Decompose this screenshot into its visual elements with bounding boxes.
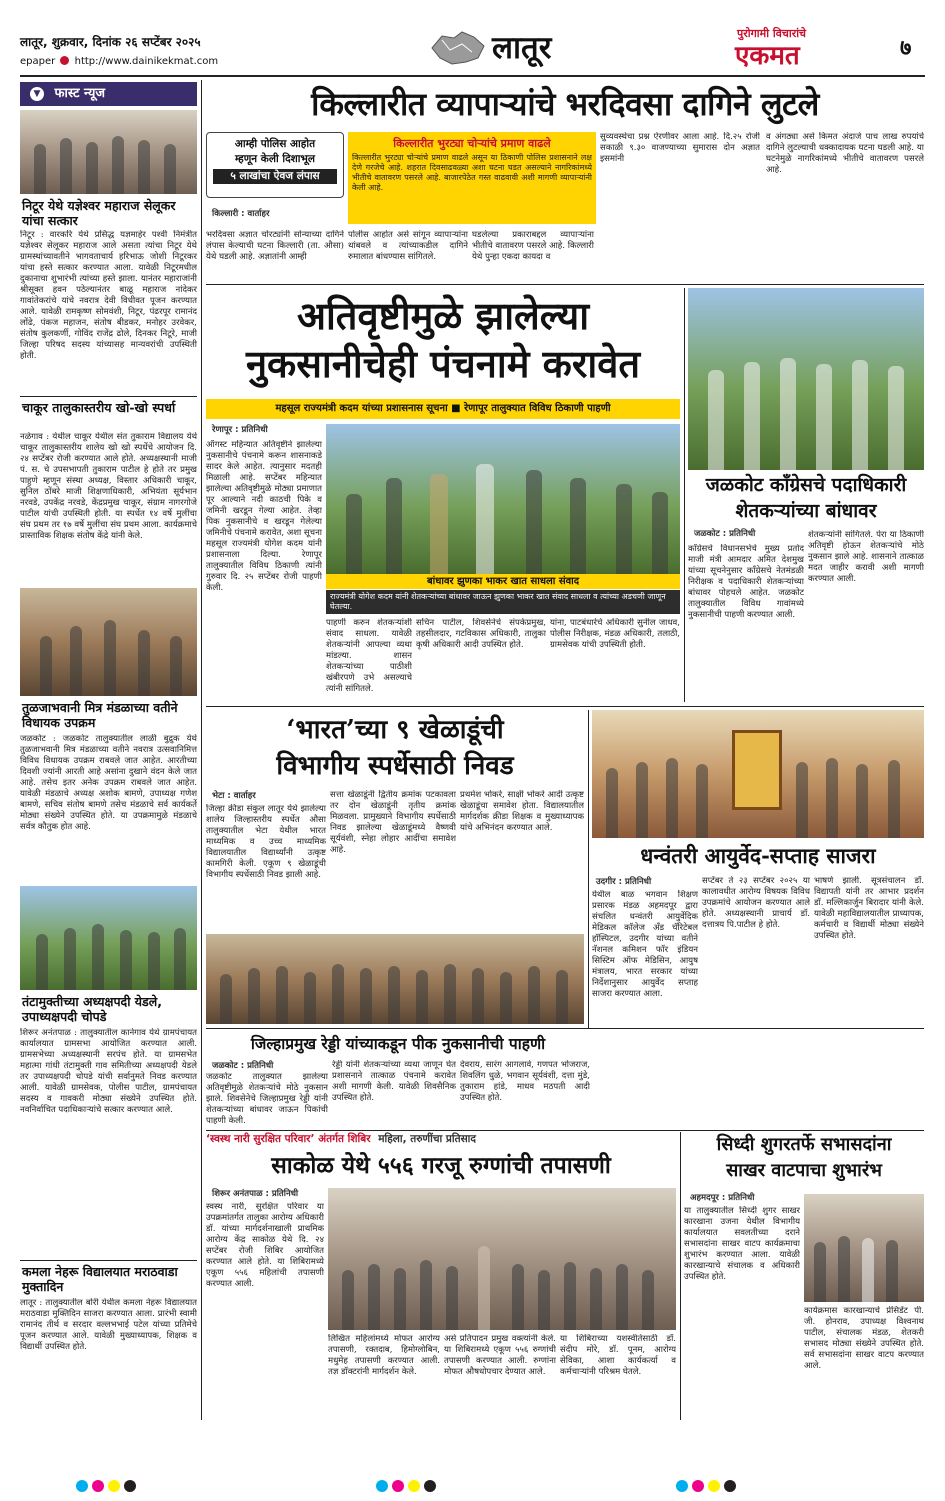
sidebar-photo-2: [20, 588, 197, 696]
a6-col3: देवराय, सारंग आगलावे, गणपत भोजराज, शिवलिंग धुळे, भगवान सूर्यवंशी, दत्ता मुंडे, तुकाराम हांडे, माधव मठपती आदी उपस्थित होते.: [460, 1060, 590, 1103]
a1-highlight-title: किल्लारीत भुरट्या चोऱ्यांचे प्रमाण वाढले: [393, 137, 551, 150]
a1-highlight-body: किल्लारीत भुरट्या चोऱ्यांचे प्रमाण वाढले असून या ठिकाणी पोलिस प्रशासनाने लक्ष देणे गरजेचे आहे. शहरात दिवसाढवळ्या अशा घटना घडत असल्याने नागरिकांमध्ये भीतीचे वातावरण पसरले आहे. बाजारपेठेत गस्त वाढवावी अशी मागणी व्यापाऱ्यांनी केली आहे.: [352, 153, 592, 192]
a8-photo: [804, 1194, 924, 1302]
page-city-title: लातूर: [492, 30, 552, 66]
a2-col2: पाहणी करुन शेतकऱ्यांशी संवाद साधला. यावेळी शेतकऱ्यांनी आपल्या व्यथा मांडल्या. शासन शेतकऱ्यांच्या पाठीशी खंबीरपणे उभे असल्याचे त्यांनी सांगितले.: [326, 618, 412, 694]
a7-photo: [328, 1188, 676, 1330]
a3-headline-line2: शेतकऱ्यांच्या बांधावर: [735, 500, 877, 522]
a4-photo: [206, 934, 584, 1024]
a7-strap: [206, 1132, 676, 1146]
a1-byline: किल्लारी : वार्ताहर: [212, 209, 270, 219]
a4-body: जिल्हा क्रीडा संकुल लातूर येथे झालेल्या शालेय जिल्हास्तरीय स्पर्धेत औसा तालुक्यातील भेटा येथील भारत माध्यमिक व उच्च माध्यमिक विद्यालयातील विद्यार्थ्यांनी उत्कृष्ट कामगिरी केली. एकूण ९ खेळाडूंची विभागीय स्पर्धेसाठी निवड झाली आहे.: [206, 804, 326, 880]
a5-body: येथील बाळ भगवान शिक्षण प्रसारक मंडळ अहमदपूर द्वारा संचलित धन्वंतरी आयुर्वेदिक मेडिकल कॉलेज अँड चॅरिटेबल हॉस्पिटल, उदगीर यांच्या वतीने नॅशनल कमिशन फॉर इंडियन सिस्टिम ऑफ मेडिसिन, आयुष मंत्रालय, भारत सरकार यांच्या निर्देशानुसार आयुर्वेद सप्ताह साजरा करण्यात आला.: [592, 890, 698, 999]
a4-headline-line2: विभागीय स्पर्धेसाठी निवड: [276, 751, 514, 781]
a3-col2: शेतकऱ्यांनी सांगितले. पेरा या ठिकाणी अतिवृष्टी होऊन शेतकऱ्यांचे मोठे नुकसान झाले आहे. शासनाने तात्काळ मदत जाहीर करावी अशी मागणी करण्यात आली.: [808, 530, 924, 584]
a5-photo: [592, 710, 924, 838]
website-url[interactable]: http://www.dainikekmat.com: [74, 56, 219, 67]
a2-photo: [326, 424, 680, 574]
a6-body: जळकोट तालुक्यात झालेल्या अतिवृष्टीमुळे शेतकऱ्यांचे मोठे नुकसान झाले. शिवसेनेचे जिल्हाप्रमुख रेड्डी यांनी शेतकऱ्यांच्या बांधावर जाऊन पिकांची पाहणी केली.: [206, 1072, 328, 1126]
a7-col4: या शिबिराच्या यशस्वीतेसाठी डॉ. संदीप मोरे, डॉ. पूनम, आरोग्य सेविका, आशा कार्यकर्त्या व कर्मचाऱ्यांनी परिश्रम घेतले.: [560, 1334, 676, 1377]
a1-col1: भरदिवसा अज्ञात चोरट्यांनी सोन्याच्या दागिने लंपास केल्याची घटना किल्लारी (ता. औसा) येथे घडली आहे. अज्ञातांनी आम्ही: [206, 230, 344, 262]
a1-callout-line3: ५ लाखांचा ऐवज लंपास: [213, 169, 337, 184]
chevron-down-icon: ▼: [30, 87, 44, 101]
a8-col2: कार्यक्रमास कारखान्याचे प्रेसिडेंट पी. जी. होनराव, उपाध्यक्ष विश्वनाथ पाटील, संचालक मंडळ, शेतकरी सभासद मोठ्या संख्येने उपस्थित होते. सर्व सभासदांना साखर वाटप करण्यात आले.: [804, 1306, 924, 1371]
a3-body: काँग्रेसचे विधानसभेचे मुख्य प्रतोद माजी मंत्री आमदार अमित देशमुख यांच्या सूचनेनुसार काँग्रेसचे नेतमंडळी निरीक्षक व पदाधिकारी शेतकऱ्यांच्या बांधावर पोहचले आहेत. जळकोट तालुक्यातील विविध गावांमध्ये नुकसानीची पाहणी करण्यात आली.: [688, 544, 804, 620]
deity-portrait: [732, 730, 782, 810]
a1-col4: सुव्यवस्थेचा प्रश्न ऐरणीवर आला आहे. दि.२५ रोजी सकाळी ९.३० वाजण्याच्या सुमारास दोन अज्ञात इसमांनी: [600, 132, 760, 164]
a2-byline: रेणापूर : प्रतिनिधी: [212, 425, 268, 435]
a3-photo: [688, 288, 924, 470]
a1-col3: घडलेल्या प्रकाराबद्दल व्यापाऱ्यांना भीतीचे वातावरण पसरले आहे. किल्लारी येथे पुन्हा एकदा कायदा व: [472, 230, 594, 262]
sidebar-headline-3: तुळजाभवानी मित्र मंडळाच्या वतीने विधायक उपक्रम: [22, 700, 178, 730]
a2-col4: यांना, पाटबंधारेचे अधिकारी सुनील जाधव, पोलीस निरीक्षक, मंडळ अधिकारी, तलाठी, ग्रामसेवक यांची उपस्थिती होती.: [550, 618, 680, 650]
fast-news-banner: [20, 82, 197, 106]
a4-byline: भेटा : वार्ताहर: [212, 791, 256, 801]
a1-col5: व अंगठ्या असे किमत अंदाजे पाच लाख रुपयांचे दागिने लुटल्याची धक्कादायक घटना घडली आहे. या घटनेमुळे नागरिकांमध्ये भीतीचे वातावरण पसरले आहे.: [766, 132, 924, 175]
dateline: लातूर, शुक्रवार, दिनांक २६ सप्टेंबर २०२५: [20, 35, 201, 49]
a8-headline-line2: साखर वाटपाचा शुभारंभ: [726, 1160, 882, 1181]
a7-byline: शिरूर अनंतपाळ : प्रतिनिधी: [212, 1189, 299, 1199]
a6-headline: जिल्हाप्रमुख रेड्डी यांच्याकडून पीक नुकसानीची पाहणी: [250, 1034, 546, 1053]
sidebar-headline-4: तंटामुक्तीच्या अध्यक्षपदी येडले, उपाध्यक्षपदी चोपडे: [22, 994, 162, 1024]
a4-col2: सत्ता खेळाडूंनी द्वितीय क्रमांक पटकावला तर दोन खेळाडूंनी तृतीय क्रमांक मिळवला. प्रामुख्याने विभागीय स्पर्धेसाठी निवड झालेल्या खेळाडूंमध्ये वैष्णवी सूर्यवंशी, स्नेहा लोहार आदींचा समावेश आहे.: [330, 790, 456, 855]
epaper-label: epaper: [20, 56, 56, 67]
fast-news-label: फास्ट न्यूज: [54, 86, 106, 101]
a5-col2: सप्टेंबर ते २३ सप्टेंबर २०२५ या कालावधीत आरोग्य विषयक विविध उपक्रमांचे आयोजन करण्यात आले होते. अध्यक्षस्थानी प्राचार्य डॉ. दत्तात्रय पि.पाटील हे होते.: [702, 876, 810, 930]
sidebar-headline-2: चाकूर तालुकास्तरीय खो-खो स्पर्धा: [22, 400, 176, 415]
a1-highlight-box: [348, 132, 596, 224]
sidebar-photo-1: [20, 110, 197, 194]
a3-headline-line1: जळकोट काँग्रेसचे पदाधिकारी: [705, 474, 907, 496]
a3-byline: जळकोट : प्रतिनिधी: [694, 529, 756, 539]
a1-callout-line2: म्हणून केली दिशाभूल: [234, 153, 316, 165]
sidebar-body-3: जळकोट : जळकोट तालुक्यातील लाळी बुद्रुक येथे तुळजाभवानी मित्र मंडळाच्या वतीने नवरात्र उत्सवानिमित्त विविध विधायक उपक्रम राबवले जात आहेत. आरतीच्या दिवशी ज्यांनी आरती आहे असांना दुखाने वंदन केले जात आहे. तसेच इतर अनेक उपक्रम राबवले जात आहेत. यावेळी मंडळाचे अध्यक्ष अशोक बामणे, उपाध्यक्ष गणेश बामणे, सचिव संतोष बामणे तसेच मंडळाचे सर्व कार्यकर्ते मोठ्या संख्येने उपस्थित होते. या उपक्रमामुळे मंडळाचे सर्वत्र कौतुक होत आहे.: [20, 734, 197, 832]
sidebar-body-5: लातूर : तालुक्यातील बोरी येथील कमला नेहरू विद्यालयात मराठवाडा मुक्तिदिन साजरा करण्यात आला. प्रारंभी स्वामी रामानंद तीर्थ व सरदार वल्लभभाई पटेल यांच्या प्रतिमेचे पूजन करण्यात आले. यावेळी मुख्याध्यापक, शिक्षक व विद्यार्थी उपस्थित होते.: [20, 1298, 197, 1352]
print-color-marks: [0, 1478, 945, 1494]
sidebar-body-1: निटूर : वारकरि येथे प्रसिद्ध यज्ञमाहेर पश्वी निमंत्रीत यज्ञेश्वर सेलूकर महाराज आले असता त्यांचा निटूर येथे ग्रामस्थांच्यावतीने भागवताचार्य हरिभाऊ जोशी निटूरकर यांचा हस्ते सत्कार करण्यात आला. यावेळी निटूरमधील दुकानाचा शुभारंभी त्यांच्या हस्ते झाला. यानंतर महाराजांनी श्रीसूक्त हवन पठेल्यानंतर बाळू महाराज नांदेकर गावांतेकरांचे यांचे नवरात्र देवी विधीवत पूजन करण्यात आले. यावेळी रामकृष्ण सोमवंशी, निटूर, पंढरपूर रामानंद लोंढे, पंकज महाजन, संतोष बीडकर, मनोहर उरवेकर, संतोष कुलकर्णी, गोविंद राजेंद्र ढोले, दिनकर निटूरे, माजी जिल्हा परिषद सदस्य यांच्यासह मान्यवरांची उपस्थिती होती.: [20, 230, 197, 361]
a5-headline: धन्वंतरी आयुर्वेद-सप्ताह साजरा: [640, 843, 876, 868]
a2-caption-detail: राज्यमंत्री योगेश कदम यांनी शेतकऱ्यांच्या बांधावर जाऊन झुणका भाकर खात संवाद साधला व त्यांच्या अडचणी जाणून घेतल्या.: [326, 590, 680, 614]
a1-callout: [206, 132, 344, 198]
a7-col3: असे प्रतिपादन प्रमुख वक्त्यांनी केले. या शिबिरामध्ये एकूण ५५६ रुग्णांची तपासणी करण्यात आली. रुग्णांना मोफत औषधोपचार देण्यात आले.: [444, 1334, 556, 1377]
a2-headline-line2: नुकसानीचेही पंचनामे करावेत: [245, 341, 641, 386]
a2-strap: महसूल राज्यमंत्री कदम यांच्या प्रशासनास सूचना ■ रेणापूर तालुक्यात विविध ठिकाणी पाहणी: [206, 399, 680, 419]
a2-col3: सचिन पाटील, शिवसेनेचे संपर्कप्रमुख, तहसीलदार, गटविकास अधिकारी, तालुका कृषी अधिकारी आदी उपस्थित होते.: [416, 618, 546, 650]
page-number: ७: [900, 35, 912, 61]
a7-col2: लिखित महिलांमध्ये मोफत आरोग्य तपासणी, रक्तदाब, हिमोग्लोबिन, मधुमेह तपासणी करण्यात आली. तज्ञ डॉक्टरांनी मार्गदर्शन केले.: [328, 1334, 440, 1377]
a6-byline: जळकोट : प्रतिनिधी: [212, 1061, 274, 1071]
a7-strap-tag: ‘स्वस्थ नारी सुरक्षित परिवार’ अंतर्गत शिबिर: [206, 1133, 371, 1145]
a7-body: स्वस्थ नारी, सुरक्षित परिवार या उपक्रमांतर्गत तालुका आरोग्य अधिकारी डॉ. यांच्या मार्गदर्शनाखाली प्राथमिक आरोग्य केंद्र साकोळ येथे दि. २४ सप्टेंबर रोजी शिबिर आयोजित करण्यात आले होते. या शिबिरामध्ये एकूण ५५६ महिलांची तपासणी करण्यात आली.: [206, 1202, 324, 1289]
a7-headline: साकोळ येथे ५५६ गरजू रुग्णांची तपासणी: [271, 1152, 611, 1179]
sidebar-headline-5: कमला नेहरू विद्यालयात मराठवाडा मुक्तादिन: [22, 1264, 178, 1294]
masthead-paper-name: एकमत: [735, 41, 800, 71]
sidebar-body-4: शिरूर अनंतपाळ : तालुक्यातील कानेगाव येथे ग्रामपंचायत कार्यालयात ग्रामसभा आयोजित करण्यात आली. ग्रामसभेच्या अध्यक्षस्थानी सरपंच होते. या ग्रामसभेत महात्मा गांधी तंटामुक्ती गाव समितीच्या अध्यक्षपदी येडले तर उपाध्यक्षपदी चोपडे यांची सर्वानुमते निवड करण्यात आली. यावेळी ग्रामसेवक, पोलीस पाटील, ग्रामपंचायत सदस्य व गावकरी मोठ्या संख्येने उपस्थित होते. नवनिर्वाचित पदाधिकाऱ्यांचे सत्कार करण्यात आले.: [20, 1028, 197, 1115]
masthead-logo: [715, 26, 895, 72]
a2-body: ऑगस्ट महिन्यात अतिवृष्टीने झालेल्या नुकसानीचे पंचनामे करून शासनाकडे सादर केले आहेत. त्यानुसार मदतही मिळाली आहे. सप्टेंबर महिन्यात झालेल्या अतिवृष्टीमुळे मोठ्या प्रमाणात पूर आल्याने नदी काठची पिके व जमिनी खरडून गेल्या आहेत. तेव्हा पिक नुकसानीचे व खरडून गेलेल्या जमिनीचे पंचनामे करावेत, अशा सूचना महसूल राज्यमंत्री योगेश कदम यांनी प्रशासनाला दिल्या. रेणापूर तालुक्यातील विविध ठिकाणी त्यांनी गुरुवार दि. २५ सप्टेंबर रोजी पाहणी केली.: [206, 440, 322, 593]
a8-byline: अहमदपूर : प्रतिनिधी: [690, 1193, 755, 1203]
epaper-link[interactable]: [20, 56, 218, 67]
a1-col2: पोलीस आहोत असे सांगून व्यापाऱ्यांना थांबवले व त्यांच्याकडील दागिने रुमालात बांधण्यास सांगितले.: [348, 230, 468, 262]
globe-icon: [60, 56, 69, 65]
a8-body: या तालुक्यातील सिध्दी शुगर साखर कारखाना उजना येथील विभागीय कार्यालयात सवलतीच्या दराने सभासदांना साखर वाटप कार्यक्रमाचा शुभारंभ करण्यात आला. यावेळी कारखान्याचे संचालक व अधिकारी उपस्थित होते.: [684, 1206, 800, 1282]
a5-byline: उदगीर : प्रतिनिधी: [596, 877, 652, 887]
a6-col2: रेड्डी यांनी शेतकऱ्यांच्या व्यथा जाणून घेत प्रशासनाने तात्काळ पंचनामे करावेत अशी मागणी केली. यावेळी शिवसैनिक उपस्थित होते.: [332, 1060, 456, 1103]
sidebar-body-2: नळेगाव : येथील चाकूर येथील संत तुकाराम विद्यालय येथे चाकूर तालुकास्तरीय शालेय खो खो स्पर्धेचे आयोजन दि. २४ सप्टेंबर रोजी करण्यात आले होते. अध्यक्षस्थानी माजी पं. स. चे उपसभापती तुकाराम पाटील हे होते तर प्रमुख पाहुणे म्हणून संस्था अध्यक्ष, विस्तार अधिकारी चाकूर, सुनिल ठोंबरे माजी शिक्षणाधिकारी, अभियंता सूर्यभान नरवडे, उपकेंद्र नरवडे, केंद्रप्रमुख चाकूर, संग्राम नागरगोजे पाटील यांची उपस्थिती होती. या स्पर्धेत १४ वर्षे मुलींचा संघ प्रथम तर १७ वर्षे मुलींचा संघ प्रथम आला. कार्यक्रमाचे प्रास्ताविक शिक्षक संतोष केंद्रे यांनी केले.: [20, 432, 197, 541]
a5-col3: भाषणे झाली. सूत्रसंचालन डॉ. विद्यापती यांनी तर आभार प्रदर्शन डॉ. मल्लिकार्जुन बिरादार यांनी केले. यावेळी महाविद्यालयातील प्राध्यापक, कर्मचारी व विद्यार्थी मोठ्या संख्येने उपस्थित होते.: [814, 876, 924, 941]
a1-callout-line1: आम्ही पोलिस आहोत: [234, 138, 316, 150]
sidebar-photo-3: [20, 886, 197, 990]
a8-headline-line1: सिध्दी शुगरतर्फे सभासदांना: [716, 1134, 892, 1155]
a4-col3: प्रथमेश भोकरे, साक्षी भोकरे आदी उत्कृष्ट खेळाडूंचा समावेश होता. विद्यालयातील मार्गदर्शक क्रीडा शिक्षक व मुख्याध्यापक यांचे अभिनंदन करण्यात आले.: [460, 790, 584, 833]
a2-photo-caption: बांधावर झुणका भाकर खात साधला संवाद: [326, 574, 680, 589]
a4-headline-line1: ‘भारत’च्या ९ खेळाडूंची: [286, 715, 504, 745]
a1-headline: किल्लारीत व्यापाऱ्यांचे भरदिवसा दागिने लुटले: [311, 85, 819, 123]
a2-headline-line1: अतिवृष्टीमुळे झालेल्या: [296, 293, 590, 338]
a7-strap-rest: महिला, तरुणींचा प्रतिसाद: [378, 1133, 476, 1145]
latur-map-icon: [428, 28, 488, 68]
sidebar-headline-1: निटूर येथे यज्ञेश्वर महाराज सेलूकर यांचा सत्कार: [22, 198, 176, 228]
masthead-tagline: पुरोगामी विचारांचे: [737, 27, 807, 40]
